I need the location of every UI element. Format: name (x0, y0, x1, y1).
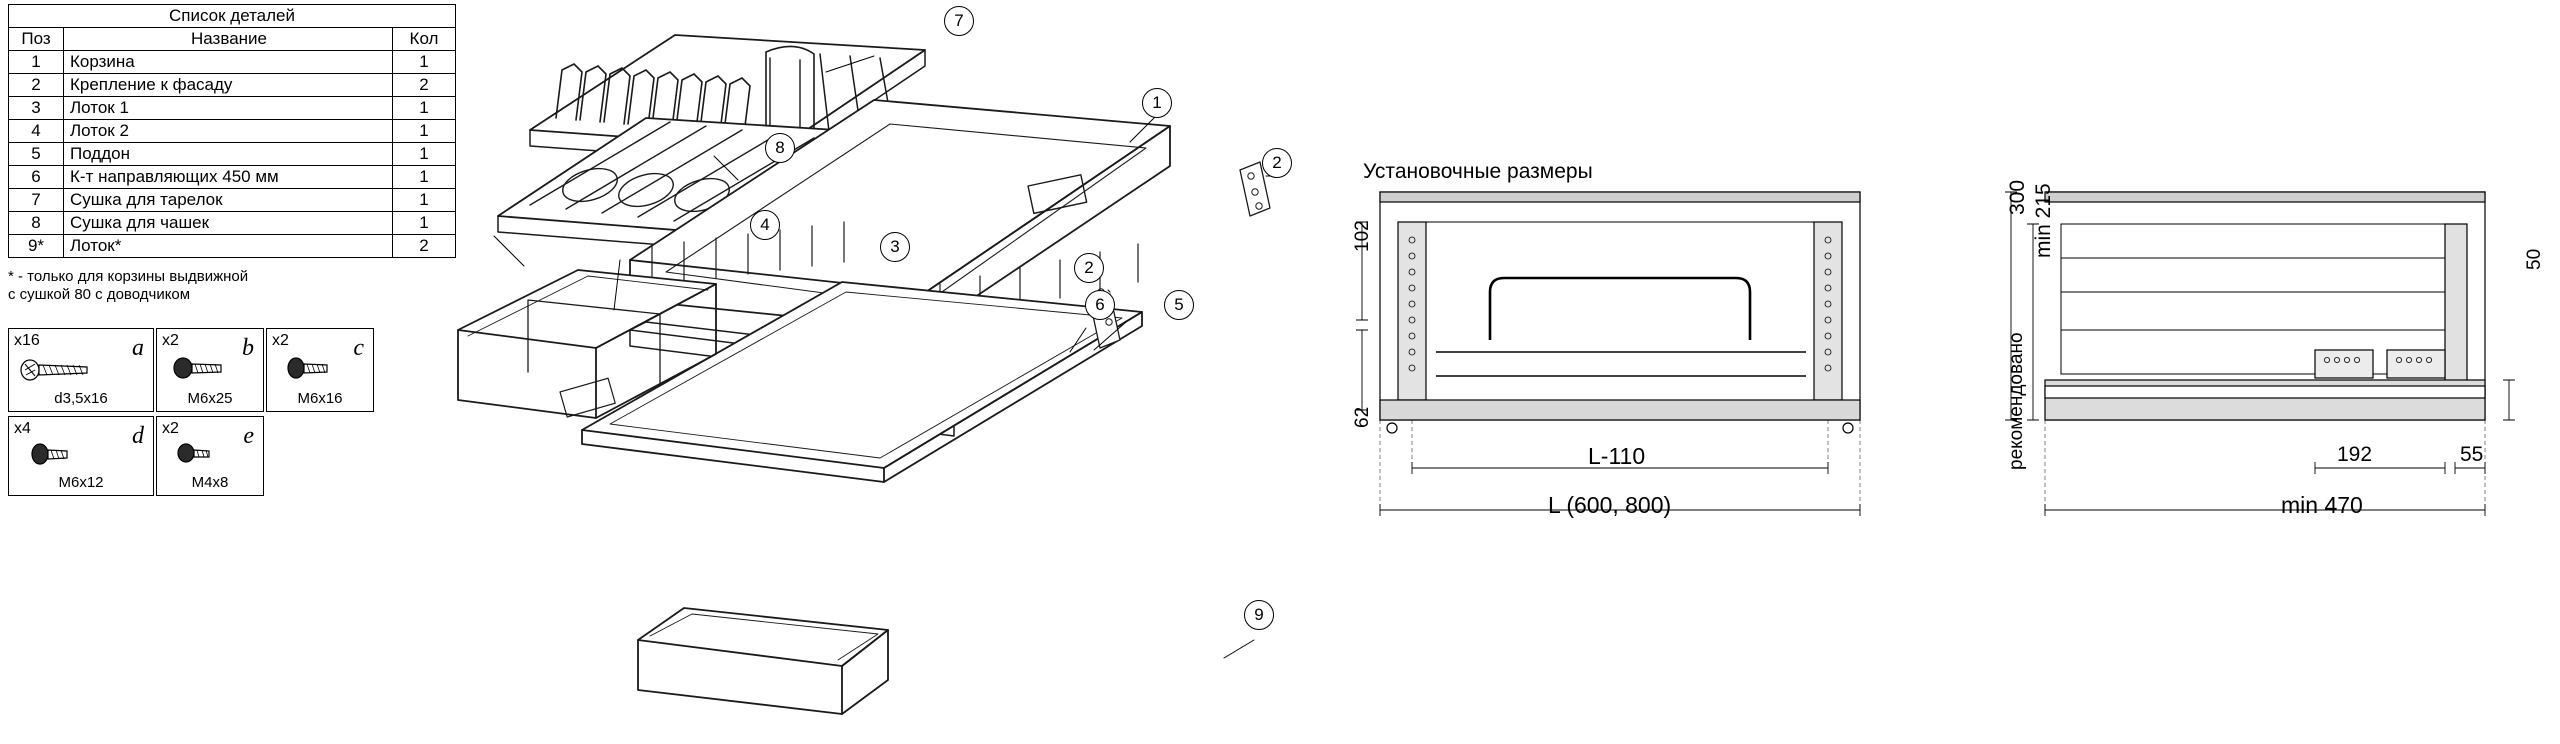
footnote-line-2: с сушкой 80 с доводчиком (8, 286, 191, 303)
cell-name: Корзина (64, 51, 393, 74)
table-row (9, 143, 456, 166)
cell-pos: 9* (9, 235, 64, 258)
fastener-qty: x2 (272, 332, 289, 349)
cell-qty: 2 (393, 74, 456, 97)
cell-pos: 1 (9, 51, 64, 74)
parts-list-footnote (8, 268, 468, 304)
callout-1: 1 (1142, 88, 1172, 118)
screw-icon (171, 355, 233, 385)
fastener-code: M4x8 (191, 474, 229, 491)
screw-icon (17, 353, 93, 387)
dim-l-total: L (600, 800) (1548, 492, 1672, 518)
callout-8: 8 (765, 133, 795, 163)
table-row (9, 51, 456, 74)
fastener-letter: e (243, 423, 254, 449)
cell-qty: 1 (393, 166, 456, 189)
dim-62: 62 (1352, 406, 1373, 428)
fastener-letter: d (132, 423, 144, 449)
screw-icon (285, 355, 343, 385)
fastener-letter: c (353, 335, 364, 361)
dim-102: 102 (1352, 220, 1373, 252)
dim-recommended-label: рекомендовано (2006, 332, 2027, 470)
callout-9: 9 (1244, 600, 1274, 630)
cell-pos: 2 (9, 74, 64, 97)
callout-2-lower: 2 (1074, 253, 1104, 283)
screw-icon (29, 441, 91, 471)
cell-name: Сушка для чашек (64, 212, 393, 235)
table-row (9, 166, 456, 189)
exploded-assembly-drawing (470, 0, 1340, 744)
dim-50: 50 (2524, 248, 2545, 270)
fastener-letter: a (132, 335, 144, 361)
cell-pos: 5 (9, 143, 64, 166)
table-header-row (9, 28, 456, 51)
dim-min-470: min 470 (2281, 492, 2363, 518)
cell-name: Сушка для тарелок (64, 189, 393, 212)
fastener-box-c (266, 328, 374, 412)
callout-6: 6 (1085, 290, 1115, 320)
cell-qty: 1 (393, 120, 456, 143)
callout-4: 4 (750, 210, 780, 240)
callout-3: 3 (880, 232, 910, 262)
footnote-line-1: * - только для корзины выдвижной (8, 268, 249, 285)
header-name: Название (64, 28, 393, 51)
fastener-box-e (156, 416, 264, 496)
fastener-qty: x16 (14, 332, 40, 349)
dim-300: 300 (2006, 179, 2029, 215)
fastener-letter: b (242, 335, 254, 361)
fastener-qty: x4 (14, 420, 31, 437)
part-bottom-pan (582, 282, 1142, 482)
cell-pos: 6 (9, 166, 64, 189)
fastener-box-b (156, 328, 264, 412)
cell-name: Крепление к фасаду (64, 74, 393, 97)
cell-pos: 4 (9, 120, 64, 143)
table-row (9, 97, 456, 120)
header-pos: Поз (9, 28, 64, 51)
fastener-code: M6x16 (297, 390, 343, 407)
cell-pos: 8 (9, 212, 64, 235)
fastener-box-d (8, 416, 154, 496)
cell-pos: 3 (9, 97, 64, 120)
table-row (9, 212, 456, 235)
fastener-code: M6x25 (187, 390, 233, 407)
cell-name: Лоток 2 (64, 120, 393, 143)
cell-qty: 2 (393, 235, 456, 258)
dim-min-215: min 215 (2032, 183, 2055, 258)
cell-name: Лоток 1 (64, 97, 393, 120)
parts-list-table (8, 4, 456, 258)
cell-qty: 1 (393, 143, 456, 166)
screw-icon (175, 441, 229, 469)
table-row (9, 189, 456, 212)
fastener-box-a (8, 328, 154, 412)
fastener-code: d3,5x16 (54, 390, 108, 407)
dim-55: 55 (2460, 443, 2484, 466)
cell-name: К-т направляющих 450 мм (64, 166, 393, 189)
part-tray-long (638, 608, 888, 714)
cell-name: Лоток* (64, 235, 393, 258)
fastener-qty: x2 (162, 332, 179, 349)
dim-192: 192 (2337, 443, 2373, 466)
table-row (9, 235, 456, 258)
fasteners-legend (8, 328, 460, 506)
cell-qty: 1 (393, 212, 456, 235)
table-row (9, 120, 456, 143)
cell-name: Поддон (64, 143, 393, 166)
install-dimensions-caption: Установочные размеры (1363, 160, 1593, 183)
callout-7: 7 (944, 6, 974, 36)
callout-5: 5 (1164, 290, 1194, 320)
cell-qty: 1 (393, 189, 456, 212)
header-qty: Кол (393, 28, 456, 51)
parts-list-title: Список деталей (9, 5, 456, 28)
fastener-code: M6x12 (58, 474, 104, 491)
callout-2-upper: 2 (1262, 148, 1292, 178)
fastener-qty: x2 (162, 420, 179, 437)
cell-pos: 7 (9, 189, 64, 212)
table-row (9, 74, 456, 97)
cell-qty: 1 (393, 97, 456, 120)
dim-l-110: L-110 (1588, 443, 1646, 469)
cell-qty: 1 (393, 51, 456, 74)
